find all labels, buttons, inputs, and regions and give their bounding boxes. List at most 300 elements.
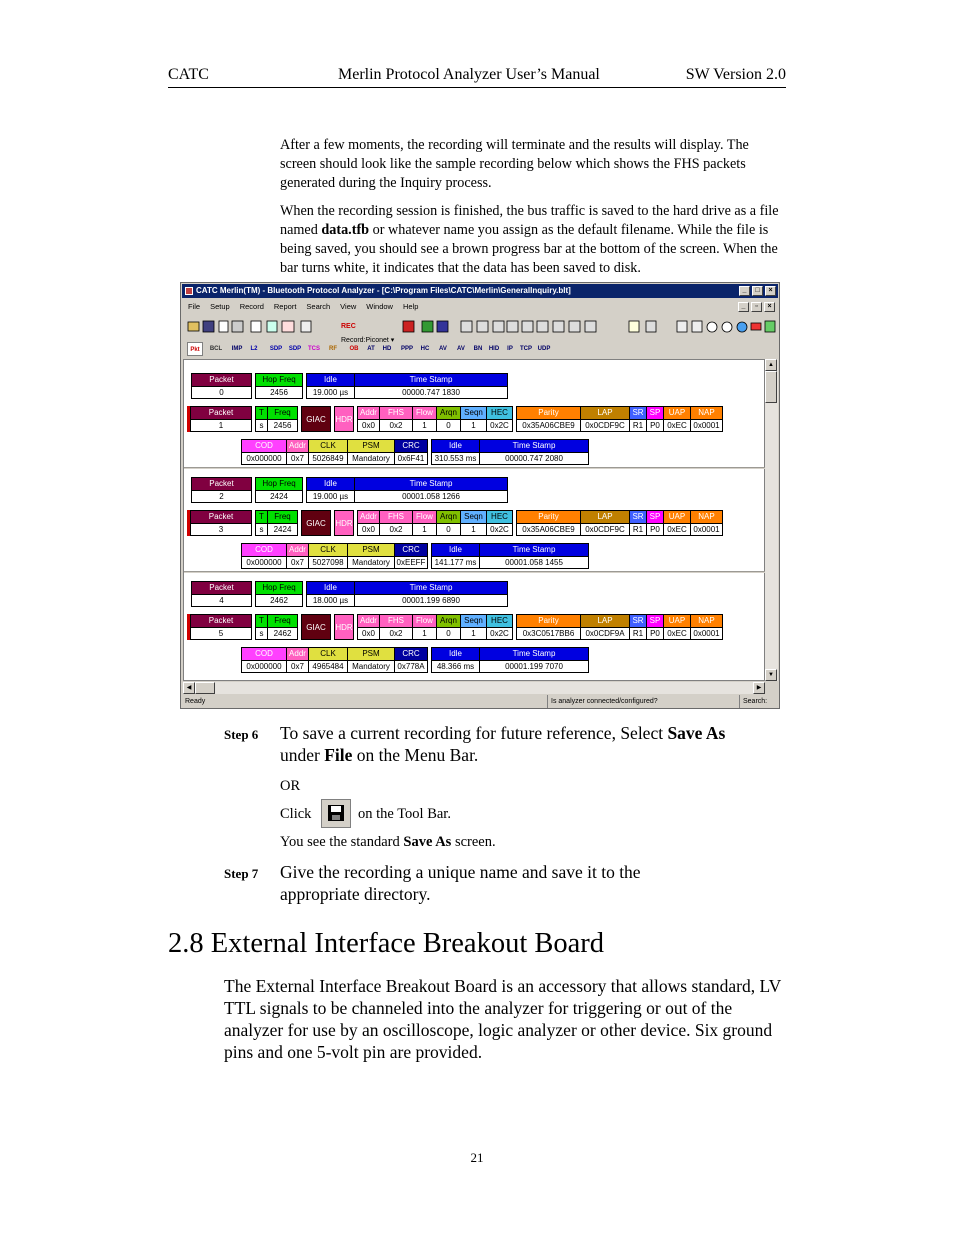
lap-value: 0x0CDF9A	[581, 627, 629, 639]
idle-value: 48.366 ms	[432, 660, 479, 672]
crc-value: 0xEEFF	[396, 558, 426, 568]
tb-sdp-msg[interactable]: SDP	[269, 346, 283, 352]
tb-hid[interactable]: HID	[488, 346, 500, 352]
parity-field[interactable]	[516, 614, 581, 640]
addr-field[interactable]	[357, 406, 380, 432]
menu-record[interactable]: Record	[239, 302, 264, 311]
cod-label: COD	[242, 648, 286, 660]
sp-label: SP	[647, 407, 663, 419]
see-save-as-text	[280, 834, 496, 851]
crc-field[interactable]	[394, 543, 428, 569]
window-titlebar	[182, 284, 778, 298]
clk-label: CLK	[309, 648, 347, 660]
vertical-scrollbar[interactable]	[765, 359, 778, 681]
running-header	[168, 66, 786, 88]
print-preview-icon	[219, 321, 228, 332]
scroll-left-icon[interactable]: ◀	[183, 682, 195, 694]
psm-field[interactable]	[347, 543, 395, 569]
idle-field[interactable]	[431, 647, 480, 673]
sr-field[interactable]	[629, 510, 647, 536]
clk-field[interactable]	[308, 543, 348, 569]
fhs-value: 0x2	[380, 419, 412, 431]
timer-icon	[722, 322, 732, 332]
seqn-label: Seqn	[461, 511, 486, 523]
giac-field[interactable]: GIAC	[301, 510, 331, 536]
hec-field[interactable]	[486, 510, 513, 536]
cod-label: COD	[242, 440, 286, 452]
uap-label: UAP	[664, 615, 690, 627]
uap-field[interactable]	[663, 510, 691, 536]
packet-label: Packet	[191, 511, 251, 523]
section-heading: 2.8 External Interface Breakout Board	[168, 928, 605, 959]
fhs-field[interactable]	[379, 406, 413, 432]
idle-field[interactable]	[431, 543, 480, 569]
click-text: Click	[280, 806, 312, 822]
arqn-label: Arqn	[437, 511, 460, 523]
clk-label: CLK	[309, 544, 347, 556]
idle-field[interactable]	[306, 581, 355, 607]
packet-value: 1	[191, 419, 251, 431]
nap-label: NAP	[691, 511, 722, 523]
parity-label: Parity	[517, 407, 580, 419]
hec-label: HEC	[487, 615, 512, 627]
lap-field[interactable]	[580, 614, 630, 640]
window-controls	[739, 286, 776, 296]
tb-at[interactable]: AT	[367, 346, 375, 352]
cod-field[interactable]	[241, 647, 287, 673]
tb-tcs[interactable]: TCS	[308, 346, 320, 352]
hop-freq-value: 2462	[256, 594, 302, 606]
menu-setup[interactable]: Setup	[210, 302, 230, 311]
seqn-field[interactable]	[460, 406, 487, 432]
see-text-b: screen.	[451, 834, 496, 850]
time-stamp-label: Time Stamp	[355, 582, 507, 594]
nap-field[interactable]	[690, 406, 723, 432]
fhs-label: FHS	[380, 615, 412, 627]
mdi-controls	[738, 302, 775, 312]
cod-value: 0x000000	[242, 556, 286, 568]
fhs-field[interactable]	[379, 614, 413, 640]
crc-value: 0x778A	[395, 660, 427, 672]
packet-row[interactable]	[191, 373, 507, 399]
giac-field[interactable]: GIAC	[301, 406, 331, 432]
freq-value: 2424	[268, 523, 297, 535]
hec-field[interactable]	[486, 614, 513, 640]
collapse-icon	[537, 321, 548, 332]
arqn-label: Arqn	[437, 407, 460, 419]
menu-file[interactable]: File	[188, 302, 201, 311]
tb-bcl[interactable]: BCL	[209, 346, 223, 352]
freq-field[interactable]	[267, 406, 298, 432]
cod-field[interactable]	[241, 543, 287, 569]
globe-icon	[737, 322, 747, 332]
packet-field[interactable]	[191, 477, 252, 503]
packet-separator	[184, 467, 766, 469]
uap-value: 0xEC	[664, 419, 690, 431]
flow-field[interactable]	[412, 510, 437, 536]
record-mode-value: Record:Piconet	[341, 337, 389, 344]
minimize-icon[interactable]: _	[739, 286, 750, 296]
packet-field[interactable]	[190, 614, 252, 640]
packet-value: 3	[191, 523, 251, 535]
main-toolbar	[185, 317, 775, 344]
parity-label: Parity	[517, 615, 580, 627]
nap-field[interactable]	[690, 614, 723, 640]
time-stamp-value: 00001.199 6890	[355, 594, 507, 606]
flow-field[interactable]	[412, 406, 437, 432]
psm-label: PSM	[348, 440, 394, 452]
intro-p2-text-b: or whatever name you assign as the default filename. While the file is being saved, you should see a brown progress bar at the bottom of the screen. When the bar turns white, it indicates that the data has been saved to disk.	[280, 222, 778, 276]
menu-report[interactable]: Report	[273, 302, 297, 311]
go-to-icon	[553, 321, 564, 332]
nap-value: 0x0001	[691, 627, 722, 639]
clk-value: 5027098	[309, 556, 347, 568]
sr-label: SR	[630, 615, 646, 627]
sp-field[interactable]	[646, 510, 664, 536]
packet-row[interactable]	[191, 477, 507, 503]
tb-hcrp[interactable]: HC	[420, 346, 430, 352]
seqn-field[interactable]	[460, 614, 487, 640]
step6-text-b: under	[280, 745, 325, 765]
header-center: Merlin Protocol Analyzer User’s Manual	[338, 66, 600, 83]
nap-value: 0x0001	[691, 523, 722, 535]
print-icon	[232, 321, 243, 332]
menu-window[interactable]: Window	[366, 302, 393, 311]
tb-ip[interactable]: IP	[507, 346, 513, 352]
expand-icon	[522, 321, 533, 332]
hec-value: 0x2C	[487, 523, 512, 535]
uap-value: 0xEC	[664, 523, 690, 535]
addr2-value: 0x7	[287, 660, 308, 672]
trace-view[interactable]	[183, 359, 765, 681]
step6-label: Step 6	[224, 727, 259, 742]
time-stamp-value: 00000.747 1830	[355, 386, 507, 398]
parity-field[interactable]	[516, 406, 581, 432]
menu-view[interactable]: View	[340, 302, 357, 311]
fhs-payload-row[interactable]	[241, 439, 588, 465]
giac-field[interactable]: GIAC	[301, 614, 331, 640]
menu-bar	[182, 299, 778, 315]
packet-field[interactable]	[190, 510, 252, 536]
packet-field[interactable]	[191, 373, 252, 399]
intro-paragraph-2	[280, 202, 786, 278]
psm-value: Mandatory	[348, 452, 394, 464]
freq-label: Freq	[268, 511, 297, 523]
idle-value: 141.177 ms	[432, 556, 479, 568]
sr-field[interactable]	[629, 614, 647, 640]
report-icon	[677, 321, 687, 332]
crc-label: CRC	[395, 440, 427, 452]
sr-value: R1	[630, 627, 646, 639]
addr-field[interactable]	[357, 510, 380, 536]
addr2-label: Addr	[287, 544, 308, 556]
packet-field[interactable]	[191, 581, 252, 607]
sr-value: R1	[630, 523, 646, 535]
see-save-as-bold: Save As	[403, 834, 452, 850]
parity-field[interactable]	[516, 510, 581, 536]
scroll-right-icon[interactable]: ▶	[753, 682, 765, 694]
packet-value: 0	[192, 386, 251, 398]
scroll-down-icon[interactable]: ▼	[765, 669, 777, 681]
header-left: CATC	[168, 66, 209, 83]
freq-field[interactable]	[267, 510, 298, 536]
fhs-payload-row[interactable]	[241, 647, 588, 673]
arrow-icon	[751, 323, 761, 330]
hdr-field[interactable]: HDR	[334, 614, 354, 640]
type-label: T	[256, 511, 267, 523]
addr2-label: Addr	[287, 648, 308, 660]
lap-value: 0x0CDF9C	[581, 419, 629, 431]
lap-field[interactable]	[580, 406, 630, 432]
seqn-label: Seqn	[461, 407, 486, 419]
idle-value: 19.000 µs	[307, 386, 354, 398]
fhs-value: 0x2	[380, 627, 412, 639]
close-icon[interactable]: ×	[765, 286, 776, 296]
scroll-up-icon[interactable]: ▲	[765, 359, 777, 371]
lap-label: LAP	[581, 511, 629, 523]
arqn-field[interactable]	[436, 510, 461, 536]
horizontal-scrollbar[interactable]	[183, 682, 765, 694]
fhs-label: FHS	[380, 511, 412, 523]
see-text-a: You see the standard	[280, 834, 404, 850]
time-stamp-value: 00000.747 2080	[480, 452, 588, 464]
arqn-label: Arqn	[437, 615, 460, 627]
type-value: s	[256, 627, 267, 639]
tb-obex[interactable]: OB	[349, 346, 359, 352]
stop-icon	[403, 321, 414, 332]
clk-label: CLK	[309, 440, 347, 452]
nap-label: NAP	[691, 615, 722, 627]
flow-label: Flow	[413, 407, 436, 419]
cod-field[interactable]	[241, 439, 287, 465]
psm-value: Mandatory	[348, 660, 394, 672]
psm-label: PSM	[348, 544, 394, 556]
sp-label: SP	[647, 511, 663, 523]
chart-icon	[765, 321, 775, 332]
mdi-restore-icon[interactable]: ▫	[751, 302, 762, 312]
sr-field[interactable]	[629, 406, 647, 432]
filename-bold: data.tfb	[321, 222, 370, 238]
arqn-field[interactable]	[436, 406, 461, 432]
step7-text: Give the recording a unique name and save it to the appropriate directory.	[280, 862, 641, 904]
idle-value: 19.000 µs	[307, 490, 354, 502]
hdr-field[interactable]: HDR	[334, 406, 354, 432]
sp-label: SP	[647, 615, 663, 627]
crc-label: CRC	[395, 648, 427, 660]
zoom-out-icon	[477, 321, 488, 332]
hop-freq-field[interactable]	[255, 477, 303, 503]
packet-row-selected[interactable]	[187, 406, 722, 432]
horizontal-scroll-thumb[interactable]	[195, 682, 215, 694]
status-search: Search:	[739, 695, 767, 708]
packet-field[interactable]	[190, 406, 252, 432]
cod-value: 0x000000	[242, 452, 286, 464]
idle-value: 18.000 µs	[307, 594, 354, 606]
save-toolbar-button	[321, 799, 351, 828]
idle-label: Idle	[307, 374, 354, 386]
maximize-icon[interactable]: □	[752, 286, 763, 296]
tb-avdtp[interactable]: AV	[457, 346, 465, 352]
decode-toolbar	[185, 339, 557, 357]
status-connection: Is analyzer connected/configured?	[547, 695, 658, 708]
packet-separator	[184, 571, 766, 573]
addr2-field[interactable]	[286, 543, 309, 569]
merlin-screenshot	[180, 282, 780, 709]
nap-label: NAP	[691, 407, 722, 419]
window-title: CATC Merlin(TM) - Bluetooth Protocol Analyzer - [C:\Program Files\CATC\Merlin\GeneralInquiry.blt]	[196, 286, 571, 295]
crc-field[interactable]	[394, 647, 428, 673]
type-value: s	[256, 523, 267, 535]
packet-row[interactable]	[191, 581, 507, 607]
decode-icon	[301, 321, 311, 332]
hec-field[interactable]	[486, 406, 513, 432]
idle-field[interactable]	[306, 373, 355, 399]
tb-sdp-trs[interactable]: SDP	[288, 346, 302, 352]
analyzer-icon	[422, 321, 433, 332]
intro-p2-text-a: When the recording session is finished, the bus traffic is saved to the hard drive as a file named	[280, 203, 779, 238]
tb-imp[interactable]: IMP	[231, 346, 243, 352]
tb-pkt[interactable]: Pkt	[187, 342, 203, 356]
hec-label: HEC	[487, 407, 512, 419]
mdi-close-icon[interactable]: ×	[764, 302, 775, 312]
time-stamp-value: 00001.058 1455	[480, 556, 588, 568]
status-bar	[182, 695, 778, 708]
sr-label: SR	[630, 511, 646, 523]
seqn-label: Seqn	[461, 615, 486, 627]
menu-search[interactable]: Search	[306, 302, 331, 311]
clk-field[interactable]	[308, 647, 348, 673]
parity-value: 0x35A06CBE9	[517, 419, 580, 431]
mdi-minimize-icon[interactable]: _	[738, 302, 749, 312]
time-stamp-value: 00001.199 7070	[480, 660, 588, 672]
flow-value: 1	[413, 419, 436, 431]
rec-label: REC	[341, 323, 356, 330]
flow-value: 1	[413, 627, 436, 639]
info-icon	[707, 322, 717, 332]
hop-freq-value: 2424	[256, 490, 302, 502]
seqn-value: 1	[461, 523, 486, 535]
nap-field[interactable]	[690, 510, 723, 536]
save-disk-icon	[203, 321, 214, 332]
clk-field[interactable]	[308, 439, 348, 465]
uap-field[interactable]	[663, 406, 691, 432]
addr2-value: 0x7	[287, 452, 308, 464]
parity-value: 0x35A06CBE9	[517, 523, 580, 535]
idle-field[interactable]	[431, 439, 480, 465]
hop-freq-field[interactable]	[255, 581, 303, 607]
lap-value: 0x0CDF9C	[581, 523, 629, 535]
lap-field[interactable]	[580, 510, 630, 536]
sr-value: R1	[630, 419, 646, 431]
packet-label: Packet	[191, 407, 251, 419]
seqn-field[interactable]	[460, 510, 487, 536]
marker-icon	[569, 321, 580, 332]
step6-text-a: To save a current recording for future reference, Select	[280, 723, 668, 743]
freq-field[interactable]	[267, 614, 298, 640]
psm-label: PSM	[348, 648, 394, 660]
tb-rfcom[interactable]: RF	[329, 346, 337, 352]
packet-row-selected[interactable]	[187, 614, 722, 640]
idle-field[interactable]	[306, 477, 355, 503]
crc-label: CRC	[395, 544, 427, 556]
hdr-field[interactable]: HDR	[334, 510, 354, 536]
clear-icon	[585, 321, 596, 332]
vertical-scroll-thumb[interactable]	[765, 371, 777, 403]
uap-field[interactable]	[663, 614, 691, 640]
time-stamp-field[interactable]	[479, 647, 589, 673]
uap-label: UAP	[664, 511, 690, 523]
sp-value: P0	[647, 523, 663, 535]
psm-field[interactable]	[347, 647, 395, 673]
fhs-value: 0x2	[380, 523, 412, 535]
time-stamp-value: 00001.058 1266	[355, 490, 507, 502]
freq-label: Freq	[268, 615, 297, 627]
crc-value: 0x6F41	[395, 452, 427, 464]
tb-bnep[interactable]: BN	[473, 346, 483, 352]
crc-field[interactable]	[394, 439, 428, 465]
flow-label: Flow	[413, 615, 436, 627]
intro-paragraph-1: After a few moments, the recording will terminate and the results will display. The screen should look like the sample recording below which shows the FHS packets generated during the Inquiry process.	[280, 137, 749, 191]
hop-freq-field[interactable]	[255, 373, 303, 399]
hop-freq-label: Hop Freq	[256, 582, 302, 594]
fhs-field[interactable]	[379, 510, 413, 536]
packet-label: Packet	[192, 582, 251, 594]
fhs-payload-row[interactable]	[241, 543, 588, 569]
arqn-field[interactable]	[436, 614, 461, 640]
time-stamp-field[interactable]	[479, 543, 589, 569]
packet-row-selected[interactable]	[187, 510, 722, 536]
idle-value: 310.553 ms	[432, 452, 479, 464]
addr2-field[interactable]	[286, 439, 309, 465]
gap-icon	[507, 321, 518, 332]
time-stamp-field[interactable]	[354, 477, 508, 503]
addr-label: Addr	[358, 511, 379, 523]
addr-label: Addr	[358, 407, 379, 419]
psm-field[interactable]	[347, 439, 395, 465]
hec-label: HEC	[487, 511, 512, 523]
time-stamp-field[interactable]	[354, 373, 508, 399]
tb-avctp[interactable]: AV	[439, 346, 447, 352]
toolbar-text: on the Tool Bar.	[358, 806, 451, 822]
tb-l2cap[interactable]: L2	[250, 346, 258, 352]
sp-field[interactable]	[646, 614, 664, 640]
addr2-label: Addr	[287, 440, 308, 452]
tb-hdlc[interactable]: HD	[382, 346, 392, 352]
addr-field[interactable]	[357, 614, 380, 640]
tb-ppp[interactable]: PPP	[400, 346, 413, 352]
tb-udp[interactable]: UDP	[537, 346, 551, 352]
hec-value: 0x2C	[487, 419, 512, 431]
sp-field[interactable]	[646, 406, 664, 432]
idle-label: Idle	[307, 478, 354, 490]
display-options-icon	[267, 321, 277, 332]
hop-freq-value: 2456	[256, 386, 302, 398]
menu-help[interactable]: Help	[402, 302, 419, 311]
addr-value: 0x0	[358, 523, 379, 535]
idle-label: Idle	[432, 544, 479, 556]
arqn-value: 0	[437, 627, 460, 639]
addr2-field[interactable]	[286, 647, 309, 673]
save-as-bold: Save As	[667, 723, 726, 743]
hop-freq-label: Hop Freq	[256, 478, 302, 490]
monitor-icon	[437, 321, 448, 332]
record-mode-selector[interactable]: REC Record:Piconet ▾	[341, 323, 395, 344]
time-stamp-field[interactable]	[354, 581, 508, 607]
edit-icon	[629, 321, 639, 332]
flow-field[interactable]	[412, 614, 437, 640]
time-stamp-field[interactable]	[479, 439, 589, 465]
tb-tcp[interactable]: TCP	[520, 346, 532, 352]
